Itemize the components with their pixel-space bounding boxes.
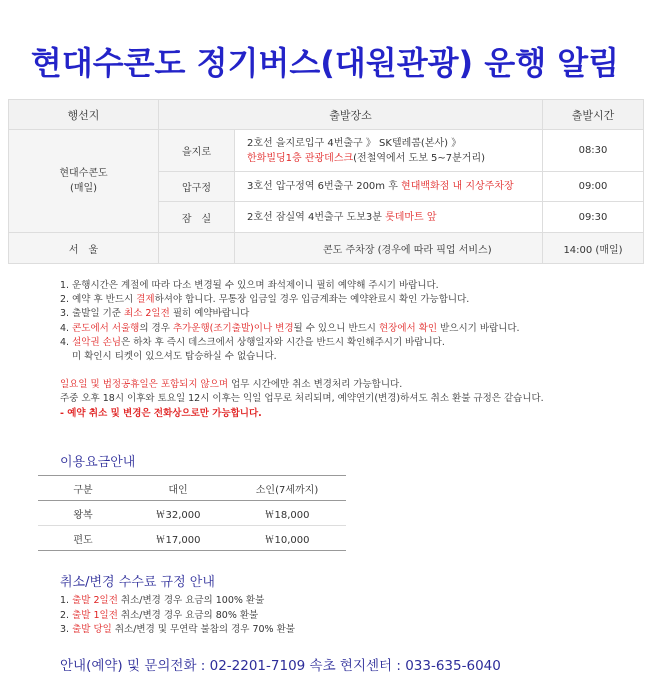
cancel-text: 취소/변경 경우 요금의 80% 환불: [117, 609, 259, 621]
stop-time: 09:00: [543, 172, 644, 202]
fee-header-row: [38, 476, 346, 501]
note-text: 2. 예약 후 반드시: [60, 294, 137, 306]
note-text: 업무 시간에만 취소 변경처리 가능합니다.: [228, 379, 403, 391]
cancel-timing: 출발 2일전: [72, 595, 118, 606]
cancel-number: 3.: [60, 624, 73, 635]
weekday-note: 주중 오후 18시 이후와 토요일 12시 이후는 익일 업무로 처리되며, 예약연기(변경)하셔도 취소 환불 규정은 같습니다.: [60, 393, 544, 405]
fee-type: 편도: [38, 526, 128, 551]
contact-info: 안내(예약) 및 문의전화 : 02-2201-7109 속초 현지센터 : 033-635-6040: [60, 658, 501, 674]
stop-location: [235, 130, 543, 172]
cancel-item: [60, 623, 295, 638]
spacer: [60, 364, 544, 378]
header-departure-time: 출발시간: [543, 100, 644, 130]
fee-row: [38, 501, 346, 526]
note-text: 받으시기 바랍니다.: [437, 322, 520, 334]
note-text: 필히 예약바랍니다: [169, 308, 250, 320]
schedule-header-row: [9, 100, 644, 130]
destination-cell: [9, 130, 159, 233]
cancel-item: [60, 594, 295, 609]
note-text: 4.: [60, 322, 73, 334]
schedule-table: [8, 99, 644, 264]
fee-table: [38, 475, 346, 551]
stop-location: [235, 202, 543, 233]
note-text: 의 경우: [139, 322, 173, 334]
note-highlight: 결제: [136, 294, 155, 306]
note-item: 미 확인시 티켓이 있으셔도 탑승하실 수 없습니다.: [72, 351, 277, 363]
return-time: 14:00 (매일): [543, 233, 644, 264]
fee-child: ￦18,000: [228, 501, 346, 526]
fee-header: 소인(7세까지): [228, 476, 346, 501]
cancel-item: [60, 609, 295, 624]
stop-location-line: [247, 151, 542, 166]
note-text: 3. 출발일 기준: [60, 308, 125, 320]
stop-name: 을지로: [159, 130, 235, 172]
stop-name: 압구정: [159, 172, 235, 202]
destination-frequency: (매일): [69, 183, 98, 194]
stop-landmark: 한화빌딩1층 관광데스크: [247, 152, 354, 164]
cancel-text: 취소/변경 및 무연락 불참의 경우 70% 환불: [111, 624, 295, 635]
destination-name: 현대수콘도: [59, 168, 108, 179]
note-text: 될 수 있으니 반드시: [293, 322, 379, 334]
stop-location-detail: (전철역에서 도보 5~7분거리): [353, 152, 486, 164]
stop-time: 08:30: [543, 130, 644, 172]
fee-adult: ￦17,000: [128, 526, 228, 551]
page-title: 현대수콘도 정기버스(대원관광) 운행 알림: [30, 44, 620, 82]
fee-adult: ￦32,000: [128, 501, 228, 526]
note-item: [60, 293, 544, 307]
note-text: 하셔야 합니다. 무통장 입금일 경우 입금계좌는 예약완료시 확인 가능합니다.: [154, 294, 470, 306]
cancel-list: [60, 594, 295, 638]
note-text: 4.: [60, 336, 73, 348]
fee-row: [38, 526, 346, 551]
note-item: [60, 336, 544, 350]
cancel-text: 취소/변경 경우 요금의 100% 환불: [117, 595, 265, 606]
empty-cell: [159, 233, 235, 264]
cancel-heading: 취소/변경 수수료 규정 안내: [60, 575, 215, 590]
stop-landmark: 현대백화점 내 지상주차장: [401, 181, 514, 192]
schedule-row: [9, 130, 644, 172]
note-highlight: 일요일 및 법정공휴일은 포함되지 않으며: [60, 379, 229, 391]
note-highlight: 설악권 손님: [72, 336, 121, 348]
cancel-number: 1.: [60, 595, 73, 606]
note-item: [60, 322, 544, 336]
stop-landmark: 롯데마트 앞: [385, 211, 437, 223]
cancel-timing: 출발 1일전: [72, 609, 118, 621]
header-destination: 행선지: [9, 100, 159, 130]
note-item: [60, 307, 544, 321]
note-highlight: 콘도에서 서울행: [72, 322, 140, 334]
header-departure-place: 출발장소: [159, 100, 543, 130]
note-highlight: 현장에서 확인: [379, 322, 438, 334]
note-highlight: 최소 2일전: [124, 308, 170, 320]
stop-location-detail: 3호선 압구정역 6번출구 200m 후: [247, 181, 402, 192]
cancel-timing: 출발 당일: [72, 624, 112, 635]
schedule-row: [9, 233, 644, 264]
note-text: 은 하차 후 즉시 데스크에서 상행일자와 시간을 반드시 확인해주시기 바랍니다.: [121, 336, 445, 348]
fee-child: ￦10,000: [228, 526, 346, 551]
stop-name: 잠 실: [159, 202, 235, 233]
fee-header: 대인: [128, 476, 228, 501]
return-destination: 서 울: [9, 233, 159, 264]
stop-location: [235, 172, 543, 202]
fee-header: 구분: [38, 476, 128, 501]
stop-location-detail: 2호선 잠실역 4번출구 도보3분: [247, 211, 386, 223]
holiday-note: [60, 378, 544, 392]
stop-location-line: 2호선 을지로입구 4번출구 》 SK텔레콤(본사) 》: [247, 137, 462, 149]
stop-time: 09:30: [543, 202, 644, 233]
note-highlight: 추가운행(조기출발)이나 변경: [172, 322, 294, 334]
note-item: 1. 운행시간은 계절에 따라 다소 변경될 수 있으며 좌석제이니 필히 예약해 주시기 바랍니다.: [60, 280, 439, 291]
cancel-number: 2.: [60, 609, 73, 621]
fee-type: 왕복: [38, 501, 128, 526]
phone-only-note: - 예약 취소 및 변경은 전화상으로만 가능합니다.: [60, 407, 262, 419]
notes-section: [60, 279, 544, 421]
fee-heading: 이용요금안내: [60, 455, 136, 470]
return-location: 콘도 주차장 (경우에 따라 픽업 서비스): [235, 233, 543, 264]
